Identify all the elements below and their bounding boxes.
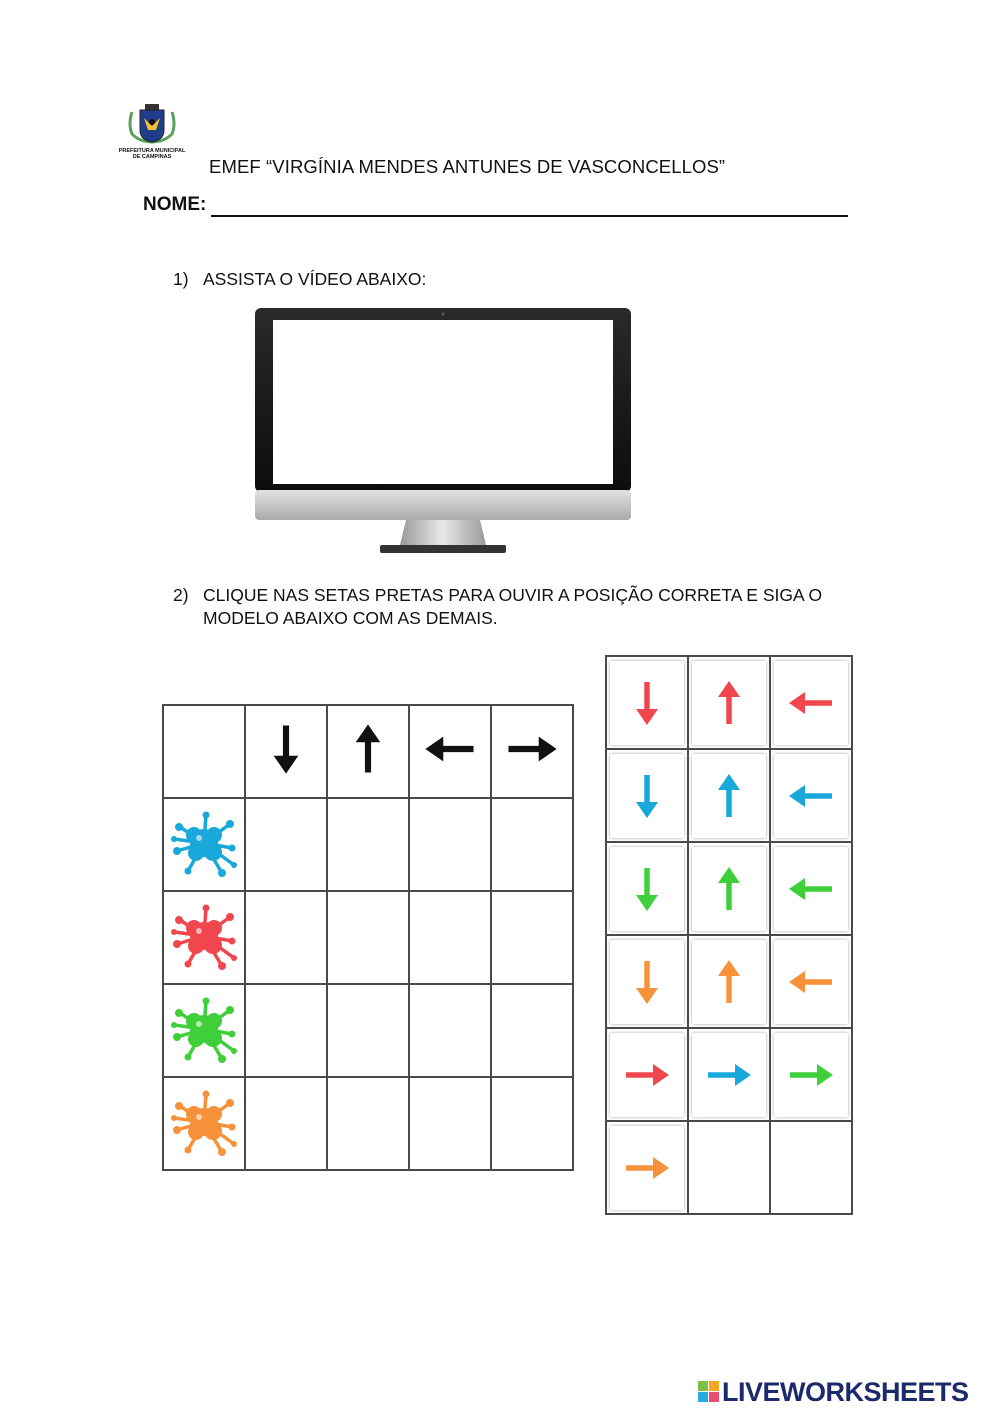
draggable-arrow-tile[interactable] — [774, 940, 848, 1024]
red-paint-splash-icon — [166, 894, 242, 976]
drop-cell[interactable] — [491, 891, 573, 984]
drop-cell[interactable] — [409, 891, 491, 984]
draggable-arrow-tile[interactable] — [774, 661, 848, 745]
right-arrow-icon[interactable] — [504, 721, 560, 777]
drop-cell[interactable] — [245, 891, 327, 984]
answer-grid-row-green — [163, 984, 573, 1077]
drop-cell[interactable] — [409, 984, 491, 1077]
drop-cell[interactable] — [409, 1077, 491, 1170]
row-label-cell — [163, 984, 245, 1077]
drop-cell[interactable] — [491, 798, 573, 891]
row-label-cell — [163, 1077, 245, 1170]
draggable-arrow-tile[interactable] — [692, 940, 766, 1024]
question-1-text: ASSISTA O VÍDEO ABAIXO: — [203, 269, 427, 289]
down-arrow-icon[interactable] — [258, 721, 314, 777]
answer-grid — [162, 704, 574, 1171]
draggable-arrow-tile[interactable] — [610, 1126, 684, 1210]
red-up-arrow-icon — [704, 678, 754, 728]
bank-cell — [606, 656, 688, 749]
bank-cell — [770, 1028, 852, 1121]
answer-grid-row-red — [163, 891, 573, 984]
bank-cell — [770, 935, 852, 1028]
drop-cell[interactable] — [327, 798, 409, 891]
name-input-line[interactable] — [211, 215, 848, 217]
bank-cell — [688, 656, 770, 749]
bank-cell — [688, 1028, 770, 1121]
video-player-monitor[interactable] — [254, 307, 632, 557]
draggable-arrow-tile[interactable] — [692, 847, 766, 931]
school-name: EMEF “VIRGÍNIA MENDES ANTUNES DE VASCONCELLOS” — [209, 156, 726, 177]
bank-cell — [606, 935, 688, 1028]
draggable-arrow-tile[interactable] — [610, 847, 684, 931]
answer-grid-row-blue — [163, 798, 573, 891]
bank-cell — [770, 749, 852, 842]
corner-cell — [163, 705, 245, 798]
green-right-arrow-icon — [786, 1050, 836, 1100]
draggable-arrow-tile[interactable] — [610, 754, 684, 838]
red-left-arrow-icon — [786, 678, 836, 728]
draggable-arrow-tile[interactable] — [692, 661, 766, 745]
orange-up-arrow-icon — [704, 957, 754, 1007]
blue-right-arrow-icon — [704, 1050, 754, 1100]
orange-right-arrow-icon — [622, 1143, 672, 1193]
header-down-arrow-cell[interactable] — [245, 705, 327, 798]
blue-paint-splash-icon — [166, 801, 242, 883]
bank-cell — [688, 935, 770, 1028]
empty-bank-cell — [770, 1121, 852, 1214]
empty-bank-cell — [688, 1121, 770, 1214]
draggable-arrow-tile[interactable] — [774, 1033, 848, 1117]
bank-cell — [770, 842, 852, 935]
liveworksheets-brand: LIVEWORKSHEETS — [722, 1377, 969, 1407]
drop-cell[interactable] — [491, 984, 573, 1077]
blue-down-arrow-icon — [622, 771, 672, 821]
header-left-arrow-cell[interactable] — [409, 705, 491, 798]
question-2-text: CLIQUE NAS SETAS PRETAS PARA OUVIR A POSIÇÃO CORRETA E SIGA O MODELO ABAIXO COM AS DEMAIS. — [203, 585, 823, 628]
left-arrow-icon[interactable] — [422, 721, 478, 777]
city-coat-of-arms-logo — [118, 102, 186, 160]
red-right-arrow-icon — [622, 1050, 672, 1100]
liveworksheets-logo-icon — [698, 1381, 720, 1403]
drop-cell[interactable] — [327, 984, 409, 1077]
row-label-cell — [163, 891, 245, 984]
orange-paint-splash-icon — [166, 1080, 242, 1162]
drop-cell[interactable] — [491, 1077, 573, 1170]
bank-cell — [688, 842, 770, 935]
answer-grid-row-orange — [163, 1077, 573, 1170]
green-left-arrow-icon — [786, 864, 836, 914]
blue-left-arrow-icon — [786, 771, 836, 821]
row-label-cell — [163, 798, 245, 891]
orange-left-arrow-icon — [786, 957, 836, 1007]
drop-cell[interactable] — [245, 1077, 327, 1170]
svg-text:PREFEITURA MUNICIPAL: PREFEITURA MUNICIPAL — [118, 148, 186, 154]
draggable-arrow-tile[interactable] — [610, 661, 684, 745]
answer-grid-header-row — [163, 705, 573, 798]
question-1-number: 1) — [173, 269, 189, 289]
up-arrow-icon[interactable] — [340, 721, 396, 777]
blue-up-arrow-icon — [704, 771, 754, 821]
drop-cell[interactable] — [245, 798, 327, 891]
bank-cell — [606, 842, 688, 935]
bank-cell — [770, 656, 852, 749]
bank-cell — [606, 749, 688, 842]
bank-cell — [688, 749, 770, 842]
green-down-arrow-icon — [622, 864, 672, 914]
name-label: NOME: — [143, 194, 207, 215]
drop-cell[interactable] — [409, 798, 491, 891]
draggable-arrow-tile[interactable] — [610, 940, 684, 1024]
arrow-bank — [605, 655, 853, 1215]
drop-cell[interactable] — [245, 984, 327, 1077]
draggable-arrow-tile[interactable] — [610, 1033, 684, 1117]
draggable-arrow-tile[interactable] — [692, 1033, 766, 1117]
green-paint-splash-icon — [166, 987, 242, 1069]
draggable-arrow-tile[interactable] — [774, 847, 848, 931]
orange-down-arrow-icon — [622, 957, 672, 1007]
svg-text:DE CAMPINAS: DE CAMPINAS — [132, 154, 172, 160]
drop-cell[interactable] — [327, 891, 409, 984]
green-up-arrow-icon — [704, 864, 754, 914]
bank-cell — [606, 1028, 688, 1121]
header-right-arrow-cell[interactable] — [491, 705, 573, 798]
draggable-arrow-tile[interactable] — [692, 754, 766, 838]
bank-cell — [606, 1121, 688, 1214]
question-2-number: 2) — [173, 585, 189, 605]
drop-cell[interactable] — [327, 1077, 409, 1170]
red-down-arrow-icon — [622, 678, 672, 728]
header-up-arrow-cell[interactable] — [327, 705, 409, 798]
draggable-arrow-tile[interactable] — [774, 754, 848, 838]
